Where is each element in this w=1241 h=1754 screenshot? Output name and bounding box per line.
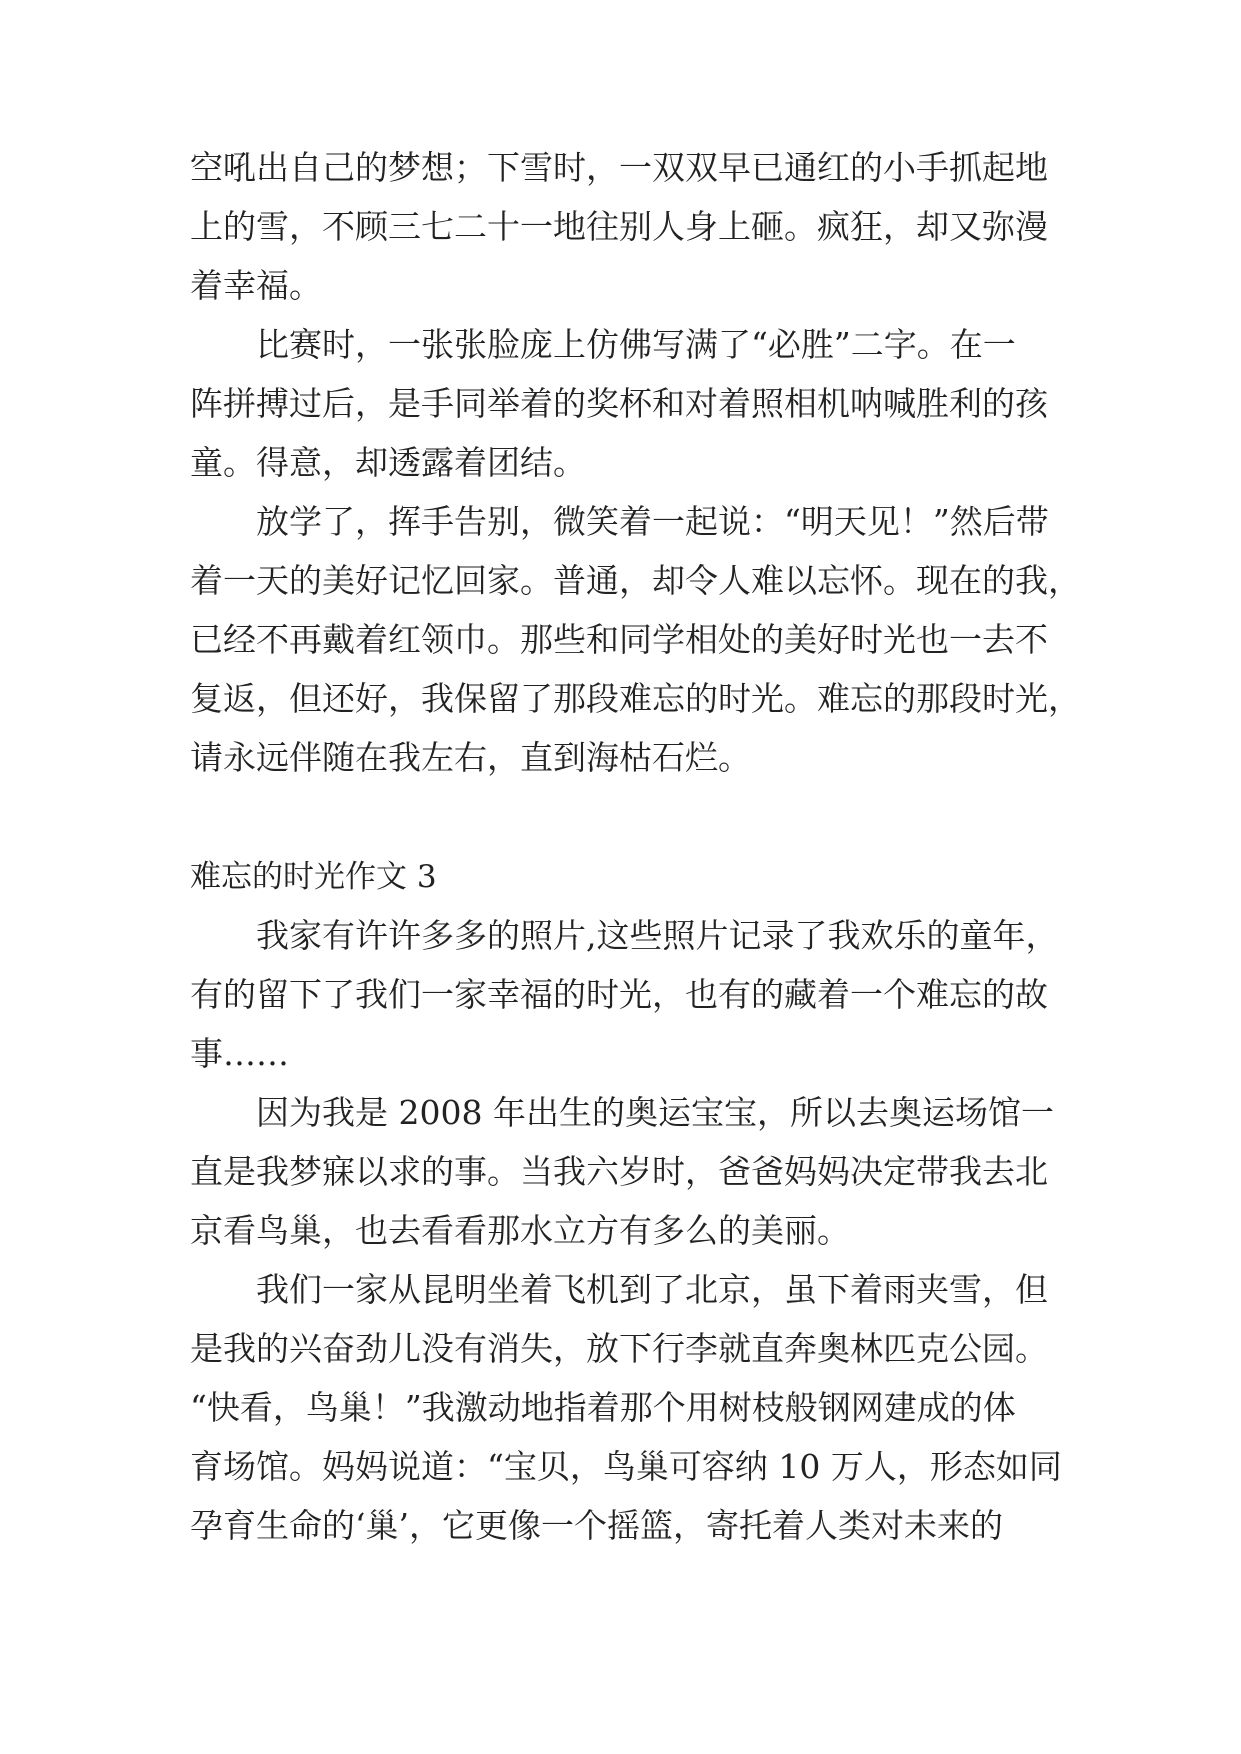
- paragraph-line: 我家有许许多多的照片,这些照片记录了我欢乐的童年，: [256, 916, 1059, 955]
- paragraph-line: 着一天的美好记忆回家。普通，却令人难以忘怀。现在的我，: [190, 561, 1081, 600]
- paragraph-line: 京看鸟巢，也去看看那水立方有多么的美丽。: [190, 1211, 850, 1250]
- paragraph-line: 阵拼搏过后，是手同举着的奖杯和对着照相机呐喊胜利的孩: [190, 384, 1048, 423]
- paragraph-line: 比赛时，一张张脸庞上仿佛写满了“必胜”二字。在一: [256, 325, 1016, 364]
- paragraph-line: 复返，但还好，我保留了那段难忘的时光。难忘的那段时光，: [190, 679, 1081, 718]
- paragraph-line: 直是我梦寐以求的事。当我六岁时，爸爸妈妈决定带我去北: [190, 1152, 1048, 1191]
- paragraph-line: 因为我是 2008 年出生的奥运宝宝，所以去奥运场馆一: [256, 1093, 1054, 1132]
- paragraph-line: 放学了，挥手告别，微笑着一起说：“明天见！”然后带: [256, 502, 1049, 541]
- paragraph-line: 上的雪，不顾三七二十一地往别人身上砸。疯狂，却又弥漫: [190, 207, 1048, 246]
- paragraph-line: 我们一家从昆明坐着飞机到了北京，虽下着雨夹雪，但: [256, 1270, 1048, 1309]
- paragraph-line: 已经不再戴着红领巾。那些和同学相处的美好时光也一去不: [190, 620, 1048, 659]
- paragraph-line: 事……: [190, 1034, 289, 1073]
- paragraph-line: 有的留下了我们一家幸福的时光，也有的藏着一个难忘的故: [190, 975, 1048, 1014]
- paragraph-line: 请永远伴随在我左右，直到海枯石烂。: [190, 738, 751, 777]
- paragraph-line: 孕育生命的‘巢’，它更像一个摇篮，寄托着人类对未来的: [190, 1506, 1003, 1545]
- paragraph-line: 育场馆。妈妈说道：“宝贝，鸟巢可容纳 10 万人，形态如同: [190, 1447, 1062, 1486]
- paragraph-line: “快看，鸟巢！”我激动地指着那个用树枝般钢网建成的体: [190, 1388, 1016, 1427]
- paragraph-line: 童。得意，却透露着团结。: [190, 443, 586, 482]
- paragraph-line: 是我的兴奋劲儿没有消失，放下行李就直奔奥林匹克公园。: [190, 1329, 1048, 1368]
- paragraph-line: 着幸福。: [190, 266, 322, 305]
- section-heading: 难忘的时光作文 3: [190, 859, 437, 895]
- paragraph-line: 空吼出自己的梦想；下雪时，一双双早已通红的小手抓起地: [190, 148, 1048, 187]
